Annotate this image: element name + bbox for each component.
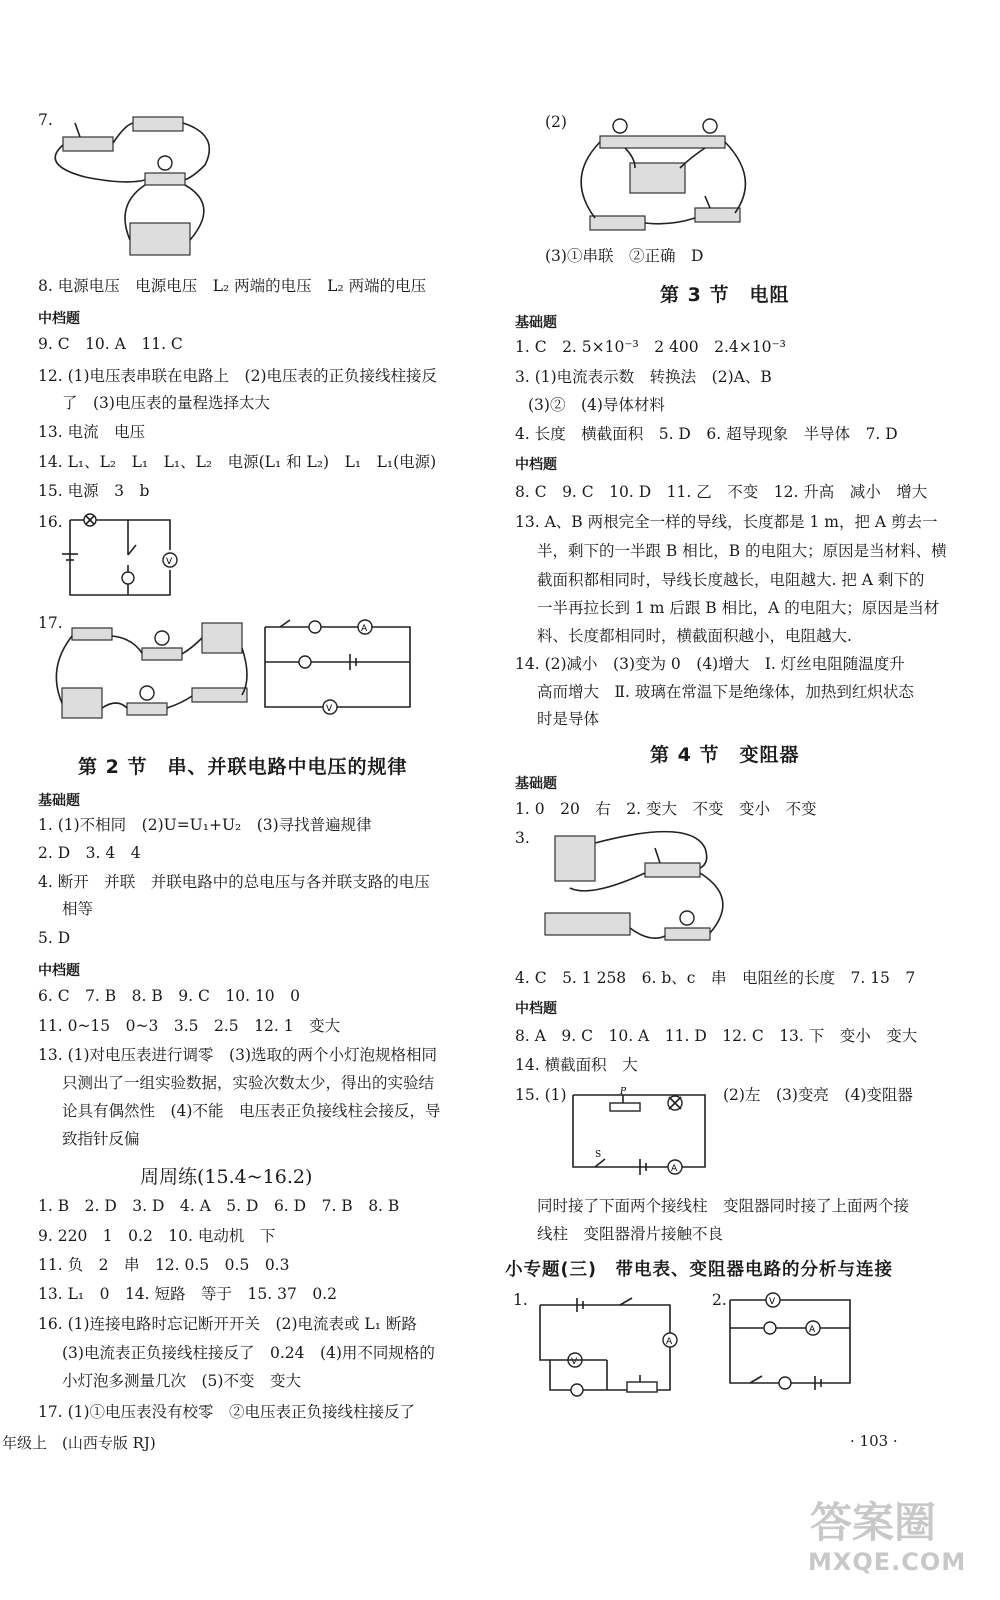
q16-label: 16. xyxy=(38,513,63,531)
s3-q13c: 截面积都相同时，导线长度越长，电阻越大. 把 A 剩下的 xyxy=(537,571,925,589)
svg-text:V: V xyxy=(769,1297,776,1307)
subhead-mid-4: 中档题 xyxy=(515,1001,557,1017)
footer-book-info: 年级上 (山西专版 RJ) xyxy=(2,1434,156,1452)
subhead-basic-4: 基础题 xyxy=(515,776,557,792)
s2-q2: 2. D 3. 4 4 xyxy=(38,844,141,862)
s2-q5: 5. D xyxy=(38,929,71,947)
s4-q3-label: 3. xyxy=(515,829,530,847)
s3-q14c: 时是导体 xyxy=(537,710,600,728)
svg-text:A: A xyxy=(809,1325,816,1335)
s3-q3a: 3. (1)电流表示数 转换法 (2)A、B xyxy=(515,368,772,386)
subhead-mid-3: 中档题 xyxy=(515,457,557,473)
watermark-logo-text: 答案圈 xyxy=(810,1498,937,1547)
svg-text:A: A xyxy=(666,1337,673,1347)
s2-q4b: 相等 xyxy=(62,900,94,918)
w-q17: 17. (1)①电压表没有校零 ②电压表正负接线柱接反了 xyxy=(38,1403,416,1421)
r-q2-label: (2) xyxy=(545,113,567,131)
w-q1: 1. B 2. D 3. D 4. A 5. D 6. D 7. B 8. B xyxy=(38,1197,400,1215)
s2-q6: 6. C 7. B 8. B 9. C 10. 10 0 xyxy=(38,987,301,1005)
s4-q15-circuit-diagram xyxy=(565,1085,715,1175)
svg-text:A: A xyxy=(671,1164,678,1174)
s3-q1: 1. C 2. 5×10⁻³ 2 400 2.4×10⁻³ xyxy=(515,338,786,356)
s2-q13a: 13. (1)对电压表进行调零 (3)选取的两个小灯泡规格相同 xyxy=(38,1046,437,1064)
svg-text:S: S xyxy=(595,1150,602,1160)
section-2-title: 第 2 节 串、并联电路中电压的规律 xyxy=(78,756,408,778)
w-q13: 13. L₁ 0 14. 短路 等于 15. 37 0.2 xyxy=(38,1285,337,1303)
q8-text: 8. 电源电压 电源电压 L₂ 两端的电压 L₂ 两端的电压 xyxy=(38,277,427,295)
w-q16c: 小灯泡多测量几次 (5)不变 变大 xyxy=(62,1372,301,1390)
s3-q8: 8. C 9. C 10. D 11. 乙 不变 12. 升高 减小 增大 xyxy=(515,483,928,501)
q9-text: 9. C 10. A 11. C xyxy=(38,335,183,353)
w-q9: 9. 220 1 0.2 10. 电动机 下 xyxy=(38,1227,276,1245)
svg-text:P: P xyxy=(620,1087,627,1097)
s2-q1: 1. (1)不相同 (2)U=U₁+U₂ (3)寻找普遍规律 xyxy=(38,816,372,834)
w-q16b: (3)电流表正负接线柱接反了 0.24 (4)用不同规格的 xyxy=(62,1344,435,1362)
weekly-practice-title: 周周练(15.4~16.2) xyxy=(140,1166,313,1188)
t-q1-circuit-diagram xyxy=(535,1290,695,1400)
q17-label: 17. xyxy=(38,614,63,632)
s4-q8: 8. A 9. C 10. A 11. D 12. C 13. 下 变小 变大 xyxy=(515,1027,918,1045)
subhead-mid-2: 中档题 xyxy=(38,963,80,979)
s3-q4: 4. 长度 横截面积 5. D 6. 超导现象 半导体 7. D xyxy=(515,425,898,443)
r-q3: (3)①串联 ②正确 D xyxy=(545,247,704,265)
t-q1-label: 1. xyxy=(513,1291,528,1309)
q12-text-a: 12. (1)电压表串联在电路上 (2)电压表的正负接线柱接反 xyxy=(38,367,437,385)
q7-label: 7. xyxy=(38,111,53,129)
svg-text:V: V xyxy=(166,557,173,567)
s3-q13e: 料、长度都相同时，横截面积越小，电阻越大. xyxy=(537,627,852,645)
s2-q13c: 论具有偶然性 (4)不能 电压表正负接线柱会接反，导 xyxy=(62,1102,441,1120)
section-3-title: 第 3 节 电阻 xyxy=(660,284,790,306)
s2-q11: 11. 0~15 0~3 3.5 2.5 12. 1 变大 xyxy=(38,1017,341,1035)
s4-q14: 14. 横截面积 大 xyxy=(515,1056,638,1074)
t-q2-label: 2. xyxy=(712,1291,727,1309)
s3-q3b: (3)② (4)导体材料 xyxy=(528,396,665,414)
s4-q1: 1. 0 20 右 2. 变大 不变 变小 不变 xyxy=(515,800,817,818)
subhead-basic-3: 基础题 xyxy=(515,315,557,331)
q17-physical-circuit xyxy=(42,608,252,738)
subhead-basic-2: 基础题 xyxy=(38,793,80,809)
s3-q14a: 14. (2)减小 (3)变为 0 (4)增大 Ⅰ. 灯丝电阻随温度升 xyxy=(515,655,905,673)
w-q16a: 16. (1)连接电路时忘记断开开关 (2)电流表或 L₁ 断路 xyxy=(38,1315,417,1333)
q7-circuit-diagram xyxy=(45,105,245,270)
svg-text:V: V xyxy=(326,704,333,714)
page-number: · 103 · xyxy=(850,1432,898,1450)
s3-q13d: 一半再拉长到 1 m 后跟 B 相比，A 的电阻大；原因是当材 xyxy=(537,599,940,617)
s2-q13d: 致指针反偏 xyxy=(62,1130,140,1148)
s2-q13b: 只测出了一组实验数据，实验次数太少，得出的实验结 xyxy=(62,1074,435,1092)
s4-q15c: 线柱 变阻器滑片接触不良 xyxy=(537,1225,724,1243)
s4-q15-right: (2)左 (3)变亮 (4)变阻器 xyxy=(723,1086,913,1104)
s3-q14b: 高而增大 Ⅱ. 玻璃在常温下是绝缘体，加热到红炽状态 xyxy=(537,683,914,701)
svg-text:V: V xyxy=(571,1357,578,1367)
s4-q3-circuit-diagram xyxy=(530,828,745,958)
q15-text: 15. 电源 3 b xyxy=(38,482,150,500)
q13-text: 13. 电流 电压 xyxy=(38,423,146,441)
q12-text-b: 了 (3)电压表的量程选择太大 xyxy=(62,394,270,412)
s3-q13a: 13. A、B 两根完全一样的导线，长度都是 1 m，把 A 剪去一 xyxy=(515,513,938,531)
t-q2-circuit-diagram xyxy=(725,1288,865,1403)
q17-schematic xyxy=(260,612,420,722)
q14-text: 14. L₁、L₂ L₁ L₁、L₂ 电源(L₁ 和 L₂) L₁ L₁(电源) xyxy=(38,453,437,471)
s3-q13b: 半，剩下的一半跟 B 相比，B 的电阻大；原因是当材料、横 xyxy=(537,542,947,560)
svg-text:A: A xyxy=(361,624,368,634)
w-q11: 11. 负 2 串 12. 0.5 0.5 0.3 xyxy=(38,1256,290,1274)
watermark-url: MXQE.COM xyxy=(808,1548,967,1576)
q16-circuit-diagram xyxy=(60,510,190,600)
s4-q15-label: 15. (1) xyxy=(515,1086,567,1104)
s4-q15b: 同时接了下面两个接线柱 变阻器同时接了上面两个接 xyxy=(537,1197,910,1215)
s4-q4: 4. C 5. 1 258 6. b、c 串 电阻丝的长度 7. 15 7 xyxy=(515,969,916,987)
subhead-mid-1: 中档题 xyxy=(38,311,80,327)
r-q2-circuit-diagram xyxy=(565,108,755,243)
section-4-title: 第 4 节 变阻器 xyxy=(650,744,800,766)
topic-3-title: 小专题(三) 带电表、变阻器电路的分析与连接 xyxy=(505,1260,893,1280)
s2-q4a: 4. 断开 并联 并联电路中的总电压与各并联支路的电压 xyxy=(38,873,430,891)
